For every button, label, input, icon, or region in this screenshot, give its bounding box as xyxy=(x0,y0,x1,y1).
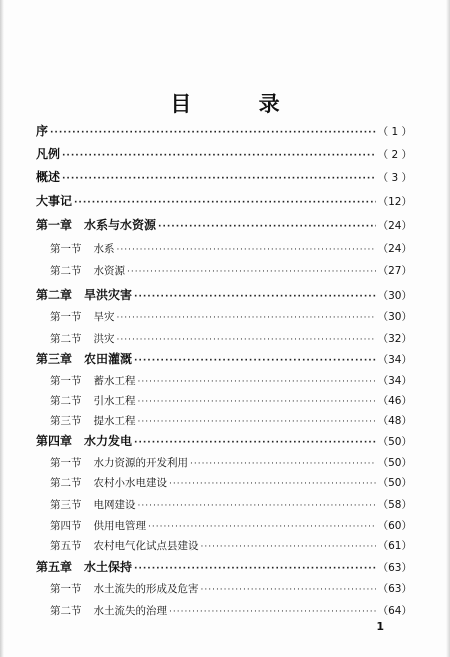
toc-entry-page: （50） xyxy=(377,477,412,489)
toc-chapter-entry xyxy=(36,218,412,234)
toc-leader-dots xyxy=(117,333,376,347)
toc-leader-dots xyxy=(127,265,376,279)
toc-entry-page: （48） xyxy=(377,415,412,427)
toc-entry-page: （24） xyxy=(377,220,412,232)
toc-chapter-entry xyxy=(36,434,412,450)
toc-entry-label xyxy=(36,434,132,448)
toc-leader-dots xyxy=(201,583,376,597)
toc-leader-dots xyxy=(169,477,376,491)
toc-entry-label xyxy=(36,560,132,574)
toc-chapter-entry xyxy=(36,352,412,368)
toc-entry-page: （ 1 ） xyxy=(377,126,412,138)
toc-section-entry xyxy=(36,519,412,534)
toc-entry-page: （ 2 ） xyxy=(377,149,412,161)
toc-entry-number: 第三章 xyxy=(36,352,73,366)
toc-section-entry xyxy=(36,476,412,491)
toc-leader-dots xyxy=(74,196,376,210)
toc-entry-title: 水土流失的形成及危害 xyxy=(93,583,199,595)
toc-entry-number: 第三节 xyxy=(50,415,82,427)
toc-leader-dots xyxy=(138,415,376,429)
toc-leader-dots xyxy=(190,457,376,471)
toc-entry-number: 第五章 xyxy=(36,560,73,574)
page-title: 目 录 xyxy=(170,91,310,116)
toc-entry-label xyxy=(50,332,115,346)
toc-leader-dots xyxy=(134,354,376,368)
toc-chapter-entry xyxy=(36,147,412,163)
toc-entry-title: 农村小水电建设 xyxy=(93,477,167,489)
toc-leader-dots xyxy=(138,395,376,409)
toc-entry-page: （50） xyxy=(377,457,412,469)
toc-leader-dots xyxy=(169,605,376,619)
toc-entry-page: （60） xyxy=(377,520,412,532)
toc-entry-number: 第二节 xyxy=(50,333,82,345)
toc-leader-dots xyxy=(138,375,376,389)
toc-entry-label xyxy=(50,604,167,618)
toc-entry-title: 电网建设 xyxy=(93,499,136,511)
toc-entry-number: 第一节 xyxy=(50,583,82,595)
toc-entry-number: 第二节 xyxy=(50,605,82,617)
toc-chapter-entry xyxy=(36,170,412,186)
toc-entry-number: 第五节 xyxy=(50,540,82,552)
toc-leader-dots xyxy=(134,436,376,450)
toc-leader-dots xyxy=(62,149,376,163)
toc-entry-title: 水土保持 xyxy=(84,560,133,574)
toc-entry-label xyxy=(36,352,132,366)
toc-entry-number: 第一节 xyxy=(50,243,82,255)
toc-entry-title: 旱洪灾害 xyxy=(84,288,133,302)
toc-entry-page: （30） xyxy=(377,311,412,323)
toc-leader-dots xyxy=(50,126,376,140)
toc-leader-dots xyxy=(134,562,376,576)
toc-entry-title: 供用电管理 xyxy=(93,520,146,532)
toc-entry-label: 序 xyxy=(36,124,49,138)
toc-entry-title: 农村电气化试点县建设 xyxy=(93,540,199,552)
toc-entry-title: 农田灌溉 xyxy=(84,352,133,366)
toc-entry-page: （63） xyxy=(377,562,412,574)
toc-section-entry xyxy=(36,394,412,409)
toc-entry-label xyxy=(50,394,136,408)
toc-entry-page: （24） xyxy=(377,243,412,255)
toc-entry-number: 第一节 xyxy=(50,457,82,469)
toc-section-entry xyxy=(36,604,412,619)
toc-entry-page: （ 3 ） xyxy=(377,172,412,184)
toc-entry-page: （34） xyxy=(377,354,412,366)
toc-entry-number: 第三节 xyxy=(50,499,82,511)
toc-entry-label: 大事记 xyxy=(36,194,73,208)
toc-entry-label xyxy=(50,519,146,533)
toc-leader-dots xyxy=(158,220,376,234)
toc-entry-label xyxy=(50,582,199,596)
toc-entry-label xyxy=(50,498,136,512)
toc-entry-title: 提水工程 xyxy=(93,415,136,427)
toc-section-entry xyxy=(36,264,412,279)
toc-entry-number: 第一章 xyxy=(36,218,73,232)
toc-entry-number: 第二节 xyxy=(50,477,82,489)
toc-entry-title: 引水工程 xyxy=(93,395,136,407)
toc-entry-number: 第一节 xyxy=(50,311,82,323)
toc-entry-label xyxy=(36,218,156,232)
toc-leader-dots xyxy=(62,172,376,186)
toc-leader-dots xyxy=(138,499,376,513)
toc-chapter-entry xyxy=(36,560,412,576)
toc-entry-title: 水土流失的治理 xyxy=(93,605,167,617)
toc-entry-title: 水系 xyxy=(93,243,115,255)
toc-section-entry xyxy=(36,414,412,429)
toc-entry-page: （32） xyxy=(377,333,412,345)
toc-entry-label xyxy=(50,242,115,256)
toc-entry-title: 水系与水资源 xyxy=(84,218,157,232)
toc-entry-number: 第一节 xyxy=(50,375,82,387)
toc-leader-dots xyxy=(117,311,376,325)
toc-entry-page: （12） xyxy=(377,196,412,208)
toc-entry-page: （30） xyxy=(377,290,412,302)
toc-section-entry xyxy=(36,332,412,347)
toc-chapter-entry xyxy=(36,194,412,210)
toc-entry-label xyxy=(50,476,167,490)
toc-entry-number: 第四章 xyxy=(36,434,73,448)
toc-entry-title: 蓄水工程 xyxy=(93,375,136,387)
toc-entry-page: （50） xyxy=(377,436,412,448)
toc-entry-label: 概述 xyxy=(36,170,61,184)
toc-chapter-entry xyxy=(36,288,412,304)
toc-section-entry xyxy=(36,582,412,597)
toc-entry-page: （61） xyxy=(377,540,412,552)
toc-entry-number: 第二节 xyxy=(50,395,82,407)
toc-entry-title: 旱灾 xyxy=(93,311,115,323)
toc-leader-dots xyxy=(134,290,376,304)
page-number: 1 xyxy=(376,620,384,633)
toc-entry-label: 凡例 xyxy=(36,147,61,161)
toc-leader-dots xyxy=(201,540,376,554)
toc-entry-number: 第二章 xyxy=(36,288,73,302)
toc-entry-label xyxy=(50,456,188,470)
toc-entry-title: 水力资源的开发利用 xyxy=(93,457,188,469)
toc-section-entry xyxy=(36,242,412,257)
toc-section-entry xyxy=(36,456,412,471)
toc-section-entry xyxy=(36,539,412,554)
toc-entry-label xyxy=(50,310,115,324)
toc-entry-title: 水力发电 xyxy=(84,434,133,448)
toc-entry-page: （58） xyxy=(377,499,412,511)
toc-entry-title: 水资源 xyxy=(93,265,125,277)
toc-section-entry xyxy=(36,498,412,513)
toc-entry-label xyxy=(50,374,136,388)
toc-entry-page: （46） xyxy=(377,395,412,407)
toc-entry-label xyxy=(36,288,132,302)
toc-entry-page: （27） xyxy=(377,265,412,277)
toc-entry-number: 第四节 xyxy=(50,520,82,532)
toc-leader-dots xyxy=(117,243,376,257)
toc-entry-number: 第二节 xyxy=(50,265,82,277)
toc-entry-page: （64） xyxy=(377,605,412,617)
toc-leader-dots xyxy=(148,520,376,534)
toc-entry-label xyxy=(50,414,136,428)
toc-section-entry xyxy=(36,310,412,325)
toc-entry-label xyxy=(50,264,125,278)
toc-entry-page: （63） xyxy=(377,583,412,595)
toc-chapter-entry xyxy=(36,124,412,140)
toc-entry-title: 洪灾 xyxy=(93,333,115,345)
toc-entry-page: （34） xyxy=(377,375,412,387)
toc-section-entry xyxy=(36,374,412,389)
toc-entry-label xyxy=(50,539,199,553)
